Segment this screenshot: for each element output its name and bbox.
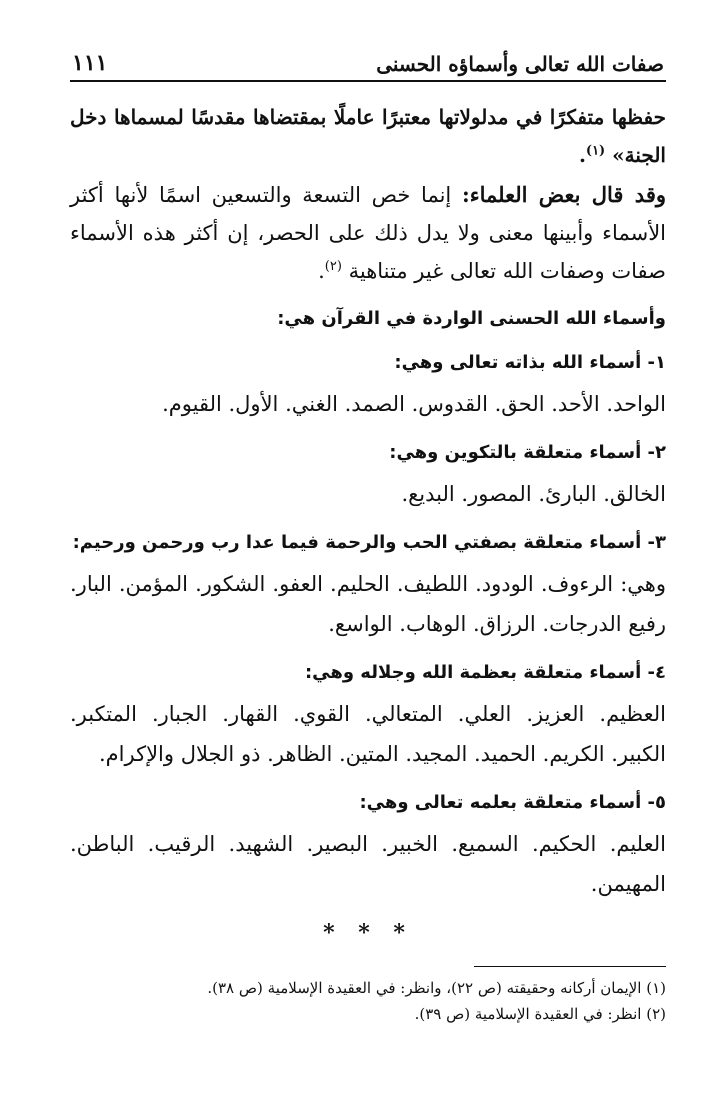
running-header <box>70 38 666 82</box>
running-title: صفات الله تعالى وأسماؤه الحسنى <box>376 52 664 76</box>
paragraph-end-mark: . <box>318 259 325 283</box>
section-separator: * * * <box>323 920 413 946</box>
paragraph-text: إنما خص التسعة والتسعين اسمًا لأنها أكثر الأسماء وأبينها معنى ولا يدل ذلك على الحصر، إن أكثر هذه الأسماء صفات وصفات الله تعالى غير متناهية <box>70 183 666 283</box>
paragraph-scholars <box>70 176 666 290</box>
names-list: الخالق. البارئ. المصور. البديع. <box>401 482 666 506</box>
paragraph-hadith-end <box>70 98 666 174</box>
paragraph-text: حفظها متفكرًا في مدلولاتها معتبرًا عاملًا بمقتضاها مقدسًا لمسماها دخل الجنة» <box>70 105 666 167</box>
footnote: (١) الإيمان أركانه وحقيقته (ص ٢٢)، وانظر: في العقيدة الإسلامية (ص ٣٨). <box>207 979 666 997</box>
section-heading: ٢- أسماء متعلقة بالتكوين وهي: <box>389 442 666 463</box>
footnote: (٢) انظر: في العقيدة الإسلامية (ص ٣٩). <box>414 1005 666 1023</box>
names-list: العليم. الحكيم. السميع. الخبير. البصير. الشهيد. الرقيب. الباطن. المهيمن. <box>70 832 666 896</box>
intro-heading: وأسماء الله الحسنى الواردة في القرآن هي: <box>277 308 666 329</box>
footnote-reference: (١) <box>585 143 606 159</box>
book-page <box>70 38 666 1027</box>
body-text <box>70 98 666 1027</box>
section-heading: ٥- أسماء متعلقة بعلمه تعالى وهي: <box>359 792 666 813</box>
section-heading: ١- أسماء الله بذاته تعالى وهي: <box>394 352 666 373</box>
section-heading: ٣- أسماء متعلقة بصفتي الحب والرحمة فيما عدا رب ورحمن ورحيم: <box>72 532 666 553</box>
footnote-divider <box>474 966 666 967</box>
names-list: الواحد. الأحد. الحق. القدوس. الصمد. الغني. الأول. القيوم. <box>162 392 666 416</box>
section-heading: ٤- أسماء متعلقة بعظمة الله وجلاله وهي: <box>304 662 666 683</box>
paragraph-end-mark: . <box>578 143 586 167</box>
paragraph-lead-in: وقد قال بعض العلماء: <box>461 182 667 207</box>
page-number: ١١١ <box>72 50 108 76</box>
footnote-reference: (٢) <box>324 259 342 274</box>
names-list: وهي: الرءوف. الودود. اللطيف. الحليم. العفو. الشكور. المؤمن. البار. رفيع الدرجات. الرزاق. الوهاب. الواسع. <box>70 572 666 636</box>
names-list: العظيم. العزيز. العلي. المتعالي. القوي. القهار. الجبار. المتكبر. الكبير. الكريم. الحميد. المجيد. المتين. الظاهر. ذو الجلال والإكرام. <box>70 702 666 766</box>
